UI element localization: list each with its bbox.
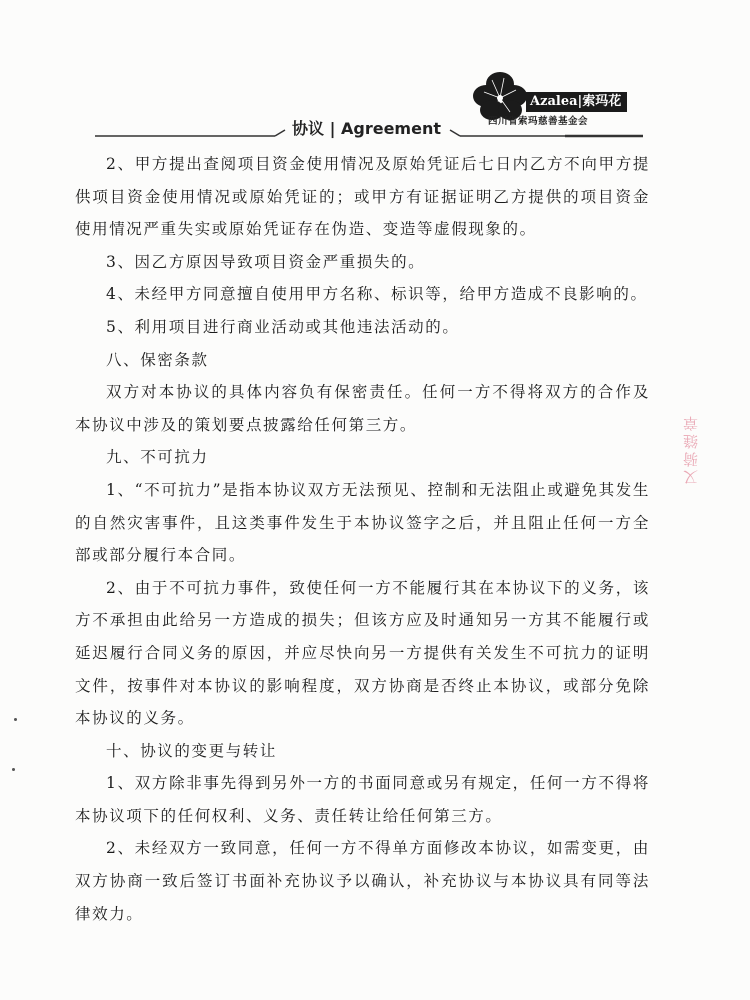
clause-paragraph: 1、双方除非事先得到另外一方的书面同意或另有规定，任何一方不得将本协议项下的任何权利、义务、责任转让给任何第三方。 (75, 774, 650, 825)
clause-paragraph: 5、利用项目进行商业活动或其他违法活动的。 (106, 317, 460, 336)
scan-speck (12, 768, 15, 771)
clause-paragraph: 1、“不可抗力”是指本协议双方无法预见、控制和无法阻止或避免其发生的自然灾害事件，且这类事件发生于本协议签字之后，并且阻止任何一方全部或部分履行本合同。 (75, 480, 650, 565)
section-heading: 八、保密条款 (106, 350, 209, 369)
clause-paragraph: 双方对本协议的具体内容负有保密责任。任何一方不得将双方的合作及本协议中涉及的策划要点披露给任何第三方。 (75, 383, 650, 434)
header-title: 协议 | Agreement (288, 116, 445, 139)
logo-brand-text: Azalea|索玛花 (526, 92, 627, 112)
agreement-body (75, 148, 650, 930)
clause-paragraph: 3、因乙方原因导致项目资金严重损失的。 (106, 252, 426, 271)
clause-paragraph: 2、甲方提出查阅项目资金使用情况及原始凭证后七日内乙方不向甲方提供项目资金使用情况或原始凭证的；或甲方有证据证明乙方提供的项目资金使用情况严重失实或原始凭证存在伪造、变造等虚假现象的。 (75, 155, 650, 239)
clause-paragraph: 2、由于不可抗力事件，致使任何一方不能履行其在本协议下的义务，该方不承担由此给另一方造成的损失；但该方应及时通知另一方其不能履行或延迟履行合同义务的原因，并应尽快向另一方提供有关发生不可抗力的证明文件，按事件对本协议的影响程度，双方协商是否终止本协议，或部分免除本协议的义务。 (75, 578, 650, 728)
clause-paragraph: 2、未经双方一致同意，任何一方不得单方面修改本协议，如需变更，由双方协商一致后签订书面补充协议予以确认，补充协议与本协议具有同等法律效力。 (75, 839, 650, 923)
scan-speck (14, 718, 17, 721)
clause-paragraph: 4、未经甲方同意擅自使用甲方名称、标识等，给甲方造成不良影响的。 (106, 285, 648, 304)
section-heading: 九、不可抗力 (106, 448, 209, 467)
section-heading: 十、协议的变更与转让 (106, 741, 278, 760)
foundation-logo (470, 66, 645, 128)
logo-organization-name: 四川省索玛慈善基金会 (488, 116, 589, 127)
seam-seal-stamp: 又骑缝章 (682, 413, 700, 485)
